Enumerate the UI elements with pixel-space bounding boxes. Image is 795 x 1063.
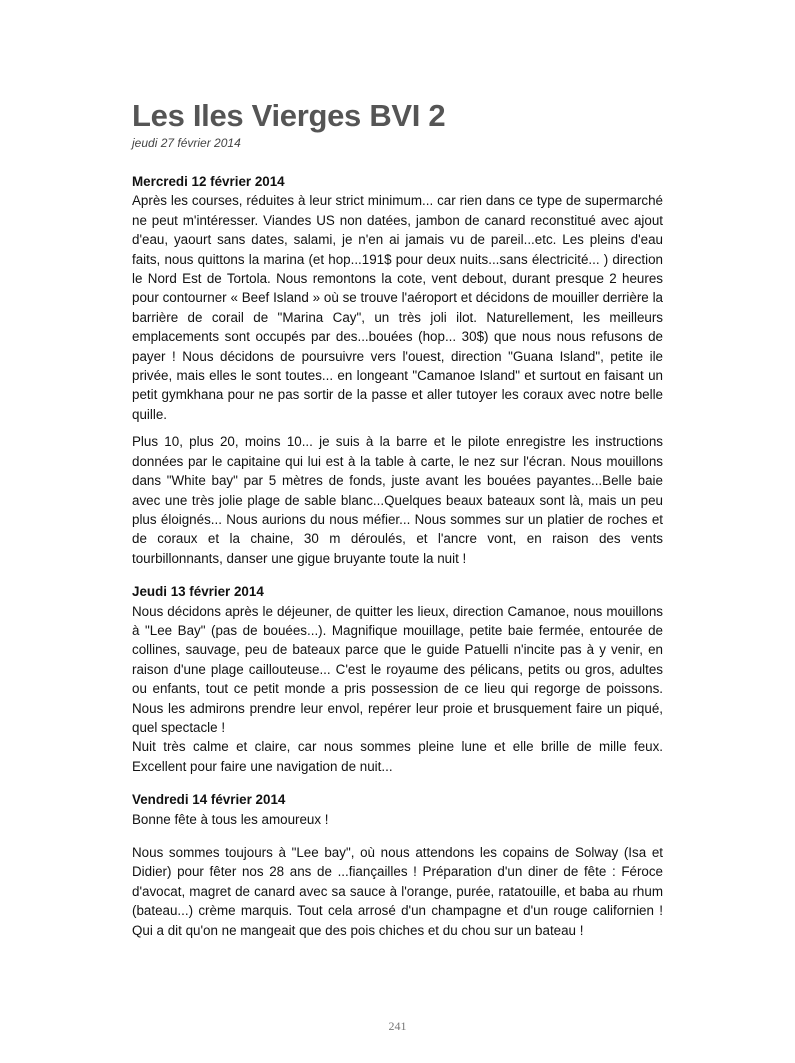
page-title: Les Iles Vierges BVI 2 [132,98,446,133]
section-jeudi [132,582,663,776]
paragraph: Après les courses, réduites à leur strict minimum... car rien dans ce type de supermarché ne peut m'intéresser. Viandes US non datées, jambon de canard reconstitué avec ajout d'eau, yaourt sans dates, salami, je n'en ai jamais vu de pareil...etc. Les pleins d'eau faits, nous quittons la marina (et hop...191$ pour deux nuits...sans électricité... ) direction le Nord Est de Tortola. Nous remontons la cote, vent debout, durant presque 2 heures pour contourner « Beef Island » où se trouve l'aéroport et décidons de mouiller derrière la barrière de corail de "Marina Cay", un très joli ilot. Naturellement, les meilleurs emplacements sont occupés par des...bouées (hop... 30$) que nous nous refusons de payer ! Nous décidons de poursuivre vers l'ouest, direction "Guana Island", petite ile privée, mais elles le sont toutes... en longeant "Camanoe Island" et surtout en faisant un petit gymkhana pour ne pas sortir de la passe et aller tutoyer les coraux avec notre belle quille. [132,193,663,422]
page-number: 241 [388,1019,407,1033]
article-body [132,172,663,940]
paragraph: Bonne fête à tous les amoureux ! [132,811,329,827]
section-mercredi [132,172,663,568]
paragraph: Nous décidons après le déjeuner, de quitter les lieux, direction Camanoe, nous mouillons à "Lee Bay" (pas de bouées...). Magnifique mouillage, petite baie fermée, entourée de collines, sauvage, peu de bateaux parce que le guide Patuelli n'incite pas à y venir, en raison d'une plage caillouteuse... C'est le royaume des pélicans, petits ou gros, adultes ou enfants, tout ce petit monde a pris possession de ce lieu qui regorge de poissons. Nous les admirons prendre leur envol, repérer leur proie et brusquement faire un piqué, quel spectacle ! [132,603,663,735]
section-heading: Mercredi 12 février 2014 [132,174,285,189]
post-date: jeudi 27 février 2014 [132,136,241,150]
paragraph: Nuit très calme et claire, car nous sommes pleine lune et elle brille de mille feux. Excellent pour faire une navigation de nuit... [132,739,663,774]
section-vendredi [132,790,663,940]
paragraph: Plus 10, plus 20, moins 10... je suis à la barre et le pilote enregistre les instructions données par le capitaine qui lui est à la table à carte, le nez sur l'écran. Nous mouillons dans "White bay" par 5 mètres de fonds, juste avant les bouées payantes...Belle baie avec une très jolie plage de sable blanc...Quelques beaux bateaux sont là, mais un peu plus éloignés... Nous aurions du nous méfier... Nous sommes sur un platier de roches et de coraux et la chaine, 30 m déroulés, et l'ancre vont, en raison des vents tourbillonnants, danser une gigue bruyante toute la nuit ! [132,434,663,566]
section-heading: Vendredi 14 février 2014 [132,792,286,808]
section-heading: Jeudi 13 février 2014 [132,584,264,600]
paragraph: Nous sommes toujours à "Lee bay", où nous attendons les copains de Solway (Isa et Didier) pour fêter nos 28 ans de ...fiançailles ! Préparation d'un diner de fête : Féroce d'avocat, magret de canard avec sa sauce à l'orange, purée, ratatouille, et baba au rhum (bateau...) crème marquis. Tout cela arrosé d'un champagne et d'un rouge californien ! Qui a dit qu'on ne mangeait que des pois chiches et du chou sur un bateau ! [132,845,663,938]
